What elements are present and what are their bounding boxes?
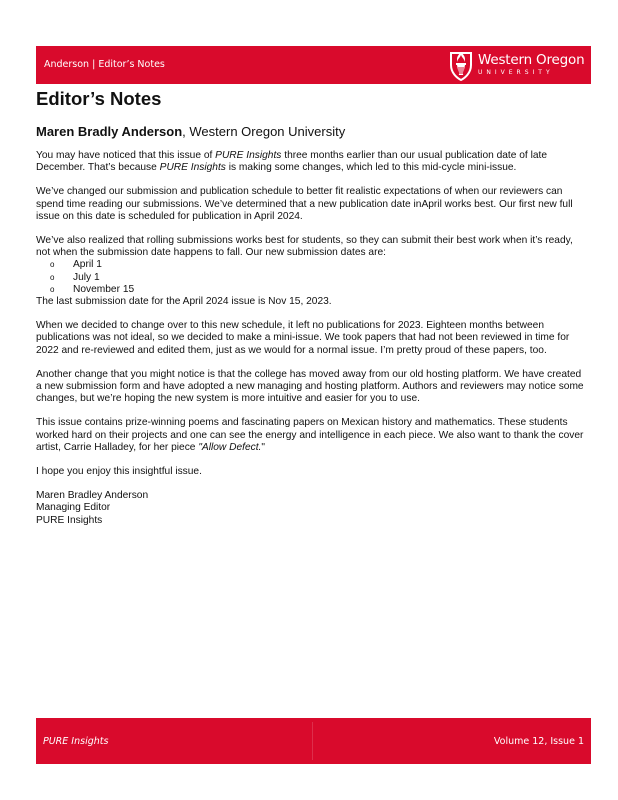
article-body — [36, 150, 586, 527]
logo-name: Western Oregon — [478, 52, 585, 69]
paragraph-5: Another change that you might notice is that the college has moved away from our old hosting platform. We have created a new submission form and have adopted a new managing and hosting platform. Authors and reviewers may notice some changes, but we’re hoping the new system is more intuitive and easier for you to use. — [36, 368, 584, 405]
signature-journal: PURE Insights — [36, 514, 103, 526]
paragraph-6: This issue contains prize-winning poems and fascinating papers on Mexican history and mathematics. These students worked hard on their projects and one can see the energy and intelligence in each piece. We also want to thank the cover artist, Carrie Halladey, for her piece "Allow Defect." — [36, 417, 584, 453]
author-name: Maren Bradly Anderson — [36, 124, 183, 139]
list-item: o July 1 — [50, 271, 100, 283]
list-item: o April 1 — [50, 259, 102, 271]
footer-volume-issue: Volume 12, Issue 1 — [493, 736, 584, 747]
running-header — [36, 46, 591, 84]
university-logo — [448, 48, 584, 82]
paragraph-7: I hope you enjoy this insightful issue. — [36, 466, 202, 478]
submission-dates-list — [36, 259, 586, 296]
hollow-bullet-icon: o — [50, 272, 55, 282]
author-affiliation: , Western Oregon University — [182, 124, 346, 139]
footer-journal-name: PURE Insights — [43, 736, 109, 747]
hollow-bullet-icon: o — [50, 284, 55, 294]
last-submission-note: The last submission date for the April 2024 issue is Nov 15, 2023. — [36, 296, 332, 308]
logo-subtitle: UNIVERSITY — [478, 68, 554, 76]
signature-role: Managing Editor — [36, 502, 111, 514]
byline — [36, 124, 345, 139]
footer-divider — [312, 722, 313, 760]
paragraph-2: We’ve changed our submission and publication schedule to better fit realistic expectations of when our reviewers can spend time reading our submissions. We’ve determined that a new publication date inApril works best. Our first new full issue on this date is scheduled for publication in April 2024. — [36, 186, 573, 222]
signature-name: Maren Bradley Anderson — [36, 490, 149, 502]
paragraph-4: When we decided to change over to this new schedule, it left no publications for 2023. Eighteen months between publications was not ideal, so we decided to make a mini-issue. We took papers that had not been reviewed in time for 2022 and re-reviewed and edited them, just as we would for a normal issue. I’m pretty proud of these papers, too. — [36, 320, 570, 356]
paragraph-3: We’ve also realized that rolling submissions works best for students, so they can submit their best work when it’s ready, not when the submission date happens to fall. Our new submission dates are: — [36, 235, 573, 259]
torch-shield-icon — [448, 49, 474, 81]
page-title: Editor’s Notes — [36, 88, 162, 109]
hollow-bullet-icon: o — [50, 260, 55, 270]
running-footer — [36, 718, 591, 764]
running-header-title: Anderson | Editor’s Notes — [44, 59, 165, 70]
list-item: o November 15 — [50, 283, 135, 295]
paragraph-1: You may have noticed that this issue of PURE Insights three months earlier than our usual publication date of late December. That’s because PURE Insights is making some changes, which led to this mid-cycle mini-issue. — [36, 150, 548, 174]
signature-block — [36, 490, 586, 527]
